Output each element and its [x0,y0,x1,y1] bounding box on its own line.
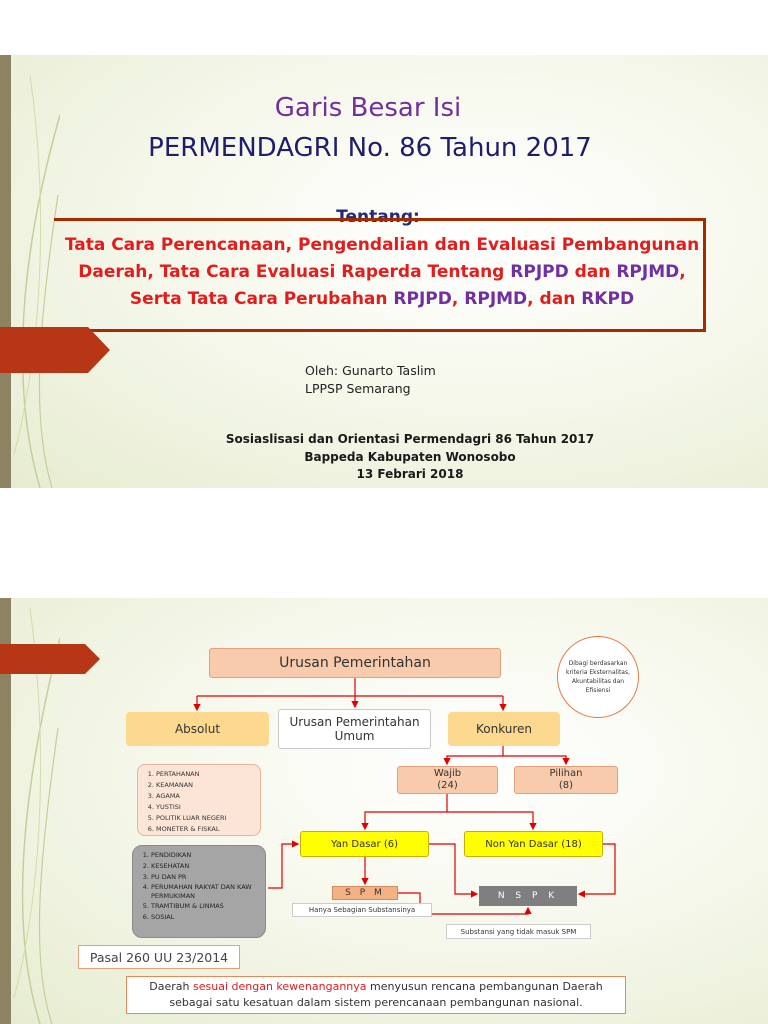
event-title: Sosiaslisasi dan Orientasi Permendagri 86 Tahun 2017 [225,432,595,446]
nspk-box: N S P K [479,886,577,906]
topic-line-1: Tata Cara Perencanaan, Pengendalian dan Evaluasi Pembangunan [64,235,700,255]
slide-2 [0,598,768,1024]
absolut-list [137,764,261,836]
pilihan-count: (8) [558,780,574,791]
list-item: 6. MONETER & FISKAL [156,824,254,835]
list-item: 5. POLITIK LUAR NEGERI [156,813,254,824]
daerah-line-1: Daerah sesuai dengan kewenangannya menyusun rencana pembangunan Daerah [149,980,603,993]
list-item: 5. TRAMTIBUM & LINMAS [151,901,259,912]
pilihan-label: Pilihan [549,768,583,779]
pilihan-box [514,766,618,794]
slide-1 [0,55,768,488]
urusan-umum-box: Urusan Pemerintahan Umum [278,709,431,749]
event-date: 13 Febrari 2018 [356,467,464,481]
author-org: LPPSP Semarang [305,381,411,396]
spm-box: S P M [332,886,398,900]
list-item: 3. PU DAN PR [151,872,259,883]
urusan-pemerintahan-box: Urusan Pemerintahan [209,648,501,678]
event-block [0,431,768,484]
daerah-statement [126,976,626,1014]
list-item: 1. PENDIDIKAN [151,850,259,861]
event-host: Bappeda Kabupaten Wonosobo [304,449,516,464]
topic-line-2: Daerah, Tata Cara Evaluasi Raperda Tentang RPJPD dan RPJMD, [78,262,686,282]
yan-dasar-list [132,845,266,938]
list-item: 3. AGAMA [156,791,254,802]
topic-line-3: Serta Tata Cara Perubahan RPJPD, RPJMD, dan RKPD [129,289,635,309]
slide-subtitle: PERMENDAGRI No. 86 Tahun 2017 [148,133,592,163]
pasal-label: Pasal 260 UU 23/2014 [78,945,240,969]
author-block [305,362,436,398]
author-name: Oleh: Gunarto Taslim [305,363,436,378]
slide-title: Garis Besar Isi [274,93,462,123]
konkuren-box: Konkuren [448,712,560,746]
tentang-label: Tentang: [336,207,420,227]
list-item: 6. SOSIAL [151,912,259,923]
list-item: 2. KESEHATAN [151,861,259,872]
criteria-note-circle: Dibagi berdasarkan kriteria Eksternalitas, Akuntabilitas dan Efisiensi [557,636,639,718]
list-item: 4. PERUMAHAN RAKYAT DAN KAW PERMUKIMAN [151,883,259,901]
list-item: 2. KEAMANAN [156,780,254,791]
wajib-label: Wajib [433,768,462,779]
yan-dasar-box: Yan Dasar (6) [300,831,429,857]
pentagon-marker [0,327,110,373]
list-item: 1. PERTAHANAN [156,769,254,780]
daerah-line-2: sebagai satu kesatuan dalam sistem perencanaan pembangunan nasional. [169,996,583,1009]
spm-note: Hanya Sebagian Substansinya [292,903,432,917]
substansi-note: Substansi yang tidak masuk SPM [446,924,591,939]
wajib-box [397,766,498,794]
absolut-box: Absolut [126,712,269,746]
wajib-count: (24) [437,780,458,791]
list-item: 4. YUSTISI [156,802,254,813]
non-yan-dasar-box: Non Yan Dasar (18) [464,831,603,857]
